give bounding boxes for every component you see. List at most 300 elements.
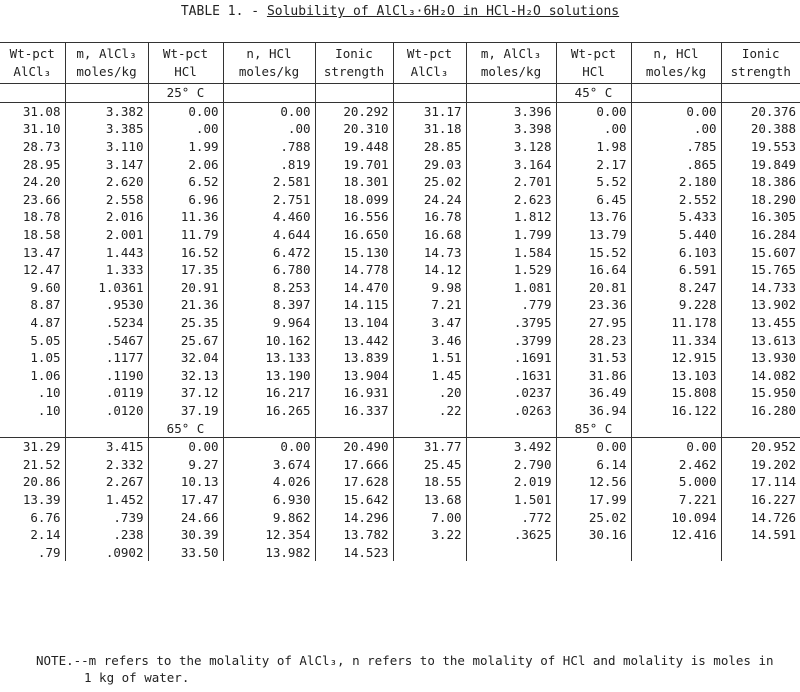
table-row: [0, 402, 800, 420]
table-cell: 0.00: [631, 102, 721, 120]
solubility-table: [0, 42, 800, 561]
table-cell: 25.02: [556, 508, 631, 526]
table-cell: 1.45: [393, 367, 466, 385]
column-header-line: AlCl₃: [410, 64, 449, 79]
table-cell: 11.79: [148, 226, 223, 244]
table-cell: 0.00: [148, 102, 223, 120]
table-cell: .10: [0, 384, 65, 402]
table-title: [0, 4, 800, 19]
table-cell: 2.180: [631, 173, 721, 191]
table-cell: 25.35: [148, 314, 223, 332]
table-cell: 29.03: [393, 155, 466, 173]
table-cell: 14.115: [315, 296, 393, 314]
table-cell: 13.455: [750, 315, 796, 331]
table-cell: 1.06: [0, 367, 65, 385]
table-cell: 13.104: [315, 314, 393, 332]
table-cell: .238: [65, 526, 148, 544]
table-row: [0, 384, 800, 402]
table-cell: 13.39: [0, 491, 65, 509]
table-cell: 31.17: [393, 102, 466, 120]
table-cell: 4.87: [0, 314, 65, 332]
table-cell: 1.584: [466, 243, 556, 261]
table-cell: 16.650: [315, 226, 393, 244]
table-cell: .00: [223, 120, 315, 138]
table-cell: 19.448: [315, 138, 393, 156]
table-cell: 2.001: [65, 226, 148, 244]
table-cell: 31.18: [393, 120, 466, 138]
header-row: [0, 43, 800, 84]
table-cell: 17.114: [750, 474, 796, 490]
table-cell: 14.73: [393, 243, 466, 261]
table-cell: 16.217: [223, 384, 315, 402]
table-cell: [721, 543, 800, 561]
table-cell: 21.36: [148, 296, 223, 314]
table-cell: 0.00: [148, 437, 223, 455]
blank-cell: [315, 84, 393, 103]
table-cell: 15.765: [750, 262, 796, 278]
table-cell: 18.78: [0, 208, 65, 226]
table-cell: 32.04: [148, 349, 223, 367]
table-cell: 1.98: [556, 138, 631, 156]
table-cell: 1.452: [65, 491, 148, 509]
table-row: [0, 191, 800, 209]
table-cell: 18.386: [750, 174, 796, 190]
blank-cell: [393, 419, 466, 437]
table-cell: 9.27: [148, 455, 223, 473]
table-cell: 0.00: [223, 102, 315, 120]
table-cell: 15.607: [750, 244, 796, 260]
table-cell: 5.000: [631, 473, 721, 491]
table-cell: 14.778: [315, 261, 393, 279]
table-cell: 33.50: [148, 543, 223, 561]
table-row: [0, 491, 800, 509]
table-cell: 28.85: [393, 138, 466, 156]
table-cell: 7.00: [393, 508, 466, 526]
table-cell: .865: [631, 155, 721, 173]
table-cell: 20.388: [750, 121, 796, 137]
table-cell: 30.39: [148, 526, 223, 544]
table-cell: 31.86: [556, 367, 631, 385]
table-cell: 18.301: [315, 173, 393, 191]
table-cell: 16.68: [393, 226, 466, 244]
table-row: [0, 437, 800, 455]
table-row: [0, 473, 800, 491]
blank-cell: [223, 84, 315, 103]
table-cell: 19.701: [315, 155, 393, 173]
table-cell: .0119: [65, 384, 148, 402]
table-cell: .1177: [65, 349, 148, 367]
table-cell: 13.902: [750, 297, 796, 313]
table-cell: 15.642: [315, 491, 393, 509]
column-header-line: moles/kg: [480, 64, 542, 79]
table-cell: 4.460: [223, 208, 315, 226]
table-cell: 16.265: [223, 402, 315, 420]
table-cell: 9.228: [631, 296, 721, 314]
column-header: [65, 43, 148, 84]
table-cell: 2.016: [65, 208, 148, 226]
table-cell: 2.267: [65, 473, 148, 491]
table-cell: .9530: [65, 296, 148, 314]
table-cell: 4.644: [223, 226, 315, 244]
column-header: [631, 43, 721, 84]
table-cell: 6.591: [631, 261, 721, 279]
table-cell: .3795: [466, 314, 556, 332]
column-header: [721, 43, 800, 84]
table-cell: 1.799: [466, 226, 556, 244]
table-row: [0, 349, 800, 367]
table-cell: 28.73: [0, 138, 65, 156]
table-row: [0, 102, 800, 120]
table-cell: .0902: [65, 543, 148, 561]
table-row: [0, 120, 800, 138]
table-caption: Solubility of AlCl₃·6H₂O in HCl-H₂O solutions: [266, 4, 620, 19]
table-cell: 1.529: [466, 261, 556, 279]
table-cell: 10.162: [223, 331, 315, 349]
table-cell: 18.55: [393, 473, 466, 491]
table-cell: 6.14: [556, 455, 631, 473]
column-header-line: Wt-pct: [570, 46, 617, 61]
table-cell: 1.0361: [65, 279, 148, 297]
column-header: [556, 43, 631, 84]
table-cell: 24.66: [148, 508, 223, 526]
table-cell: 16.556: [315, 208, 393, 226]
table-cell: 8.397: [223, 296, 315, 314]
table-cell: 16.122: [631, 402, 721, 420]
note-line-2: 1 kg of water.: [84, 670, 190, 685]
table-cell: 20.81: [556, 279, 631, 297]
table-cell: 1.081: [466, 279, 556, 297]
table-number: TABLE 1. -: [180, 4, 267, 19]
table-cell: 2.701: [466, 173, 556, 191]
table-cell: 12.354: [223, 526, 315, 544]
table-cell: .785: [631, 138, 721, 156]
column-header-line: Wt-pct: [406, 46, 453, 61]
table-cell: 20.292: [315, 102, 393, 120]
table-cell: .739: [65, 508, 148, 526]
table-cell: 2.462: [631, 455, 721, 473]
table-cell: 16.64: [556, 261, 631, 279]
table-cell: 0.00: [556, 437, 631, 455]
table-cell: 13.190: [223, 367, 315, 385]
table-row: [0, 296, 800, 314]
table-cell: 14.470: [315, 279, 393, 297]
table-cell: 31.08: [0, 102, 65, 120]
table-cell: 13.982: [223, 543, 315, 561]
table-cell: 3.492: [466, 437, 556, 455]
table-body: [0, 84, 800, 562]
table-cell: .00: [556, 120, 631, 138]
table-cell: 31.77: [393, 437, 466, 455]
table-cell: .00: [148, 120, 223, 138]
column-header-line: HCl: [582, 64, 605, 79]
table-cell: 13.47: [0, 243, 65, 261]
column-header-line: Wt-pct: [162, 46, 209, 61]
table-cell: 20.376: [750, 103, 796, 119]
table-cell: 13.68: [393, 491, 466, 509]
table-cell: 6.52: [148, 173, 223, 191]
temperature-label: 45° C: [556, 84, 631, 103]
table-note: [36, 652, 796, 686]
table-cell: 17.99: [556, 491, 631, 509]
table-cell: 28.95: [0, 155, 65, 173]
table-cell: 2.552: [631, 191, 721, 209]
table-row: [0, 261, 800, 279]
table-cell: 25.45: [393, 455, 466, 473]
table-cell: 3.385: [65, 120, 148, 138]
table-cell: 6.780: [223, 261, 315, 279]
column-header-line: Wt-pct: [9, 46, 55, 61]
table-cell: .00: [631, 120, 721, 138]
table-cell: 12.915: [631, 349, 721, 367]
table-cell: 16.284: [750, 227, 796, 243]
table-cell: 27.95: [556, 314, 631, 332]
temperature-label: 85° C: [556, 419, 631, 437]
table-cell: 19.553: [750, 139, 796, 155]
table-cell: 11.178: [631, 314, 721, 332]
table-cell: 5.05: [0, 331, 65, 349]
table-row: [0, 155, 800, 173]
table-cell: 36.94: [556, 402, 631, 420]
table-cell: 15.52: [556, 243, 631, 261]
table-cell: .0237: [466, 384, 556, 402]
column-header: [466, 43, 556, 84]
blank-cell: [223, 419, 315, 437]
table-cell: 13.133: [223, 349, 315, 367]
blank-cell: [466, 84, 556, 103]
table-cell: 10.13: [148, 473, 223, 491]
table-cell: .0120: [65, 402, 148, 420]
blank-cell: [721, 419, 800, 437]
table-cell: .1190: [65, 367, 148, 385]
column-header-line: strength: [730, 64, 791, 79]
table-cell: .22: [393, 402, 466, 420]
table-cell: 2.623: [466, 191, 556, 209]
column-header-line: HCl: [174, 64, 197, 79]
table-cell: .3799: [466, 331, 556, 349]
table-cell: .1691: [466, 349, 556, 367]
table-cell: 16.280: [750, 402, 796, 418]
table-cell: 2.332: [65, 455, 148, 473]
blank-cell: [65, 419, 148, 437]
table-cell: 16.52: [148, 243, 223, 261]
table-cell: 2.558: [65, 191, 148, 209]
table-cell: 37.19: [148, 402, 223, 420]
table-cell: 23.36: [556, 296, 631, 314]
table-cell: 11.36: [148, 208, 223, 226]
table-cell: 2.019: [466, 473, 556, 491]
table-cell: 6.103: [631, 243, 721, 261]
blank-cell: [0, 84, 65, 103]
table-cell: 13.103: [631, 367, 721, 385]
table-cell: 2.790: [466, 455, 556, 473]
table-cell: 17.35: [148, 261, 223, 279]
column-header-line: n, HCl: [653, 46, 699, 61]
table-cell: 6.45: [556, 191, 631, 209]
temperature-row: [0, 419, 800, 437]
temperature-row: [0, 84, 800, 103]
table-row: [0, 226, 800, 244]
table-cell: 6.96: [148, 191, 223, 209]
table-cell: 16.305: [750, 209, 796, 225]
temperature-label: 65° C: [148, 419, 223, 437]
table-cell: .1631: [466, 367, 556, 385]
blank-cell: [393, 84, 466, 103]
table-cell: 16.337: [315, 402, 393, 420]
table-cell: 7.221: [631, 491, 721, 509]
table-cell: 1.99: [148, 138, 223, 156]
table-cell: 3.415: [65, 437, 148, 455]
table-cell: 3.128: [466, 138, 556, 156]
table-cell: 36.49: [556, 384, 631, 402]
table-row: [0, 279, 800, 297]
table-cell: 13.76: [556, 208, 631, 226]
table-cell: 24.20: [0, 173, 65, 191]
table-cell: 3.674: [223, 455, 315, 473]
table-row: [0, 367, 800, 385]
table-cell: .10: [0, 402, 65, 420]
table-cell: 3.47: [393, 314, 466, 332]
column-header: [315, 43, 393, 84]
column-header-line: strength: [323, 64, 385, 79]
table-row: [0, 455, 800, 473]
column-header-line: m, AlCl₃: [76, 46, 137, 61]
table-row: [0, 243, 800, 261]
table-cell: 16.227: [750, 491, 796, 507]
table-cell: 37.12: [148, 384, 223, 402]
table-cell: 24.24: [393, 191, 466, 209]
blank-cell: [65, 84, 148, 103]
table-cell: 3.382: [65, 102, 148, 120]
table-cell: 13.904: [315, 367, 393, 385]
table-cell: 1.05: [0, 349, 65, 367]
column-header-line: moles/kg: [645, 64, 707, 79]
column-header: [148, 43, 223, 84]
table-cell: 0.00: [556, 102, 631, 120]
table-cell: 12.47: [0, 261, 65, 279]
table-cell: [631, 543, 721, 561]
table-cell: 19.849: [750, 156, 796, 172]
table-cell: [466, 543, 556, 561]
table-cell: 12.416: [631, 526, 721, 544]
table-cell: [393, 543, 466, 561]
table-cell: .819: [223, 155, 315, 173]
table-cell: 23.66: [0, 191, 65, 209]
table-cell: 30.16: [556, 526, 631, 544]
table-cell: 1.812: [466, 208, 556, 226]
table-cell: 14.082: [750, 367, 796, 383]
table-cell: 14.726: [750, 509, 796, 525]
table-cell: 13.79: [556, 226, 631, 244]
blank-cell: [721, 84, 800, 103]
table-cell: 8.87: [0, 296, 65, 314]
table-cell: 14.733: [750, 279, 796, 295]
table-cell: 8.247: [631, 279, 721, 297]
table-cell: 3.46: [393, 331, 466, 349]
table-row: [0, 314, 800, 332]
column-header-line: n, HCl: [246, 46, 292, 61]
table-cell: 20.310: [315, 120, 393, 138]
blank-cell: [631, 419, 721, 437]
table-row: [0, 331, 800, 349]
table-cell: .5467: [65, 331, 148, 349]
table-cell: 28.23: [556, 331, 631, 349]
column-header: [223, 43, 315, 84]
table-cell: 12.56: [556, 473, 631, 491]
table-cell: 3.22: [393, 526, 466, 544]
table-row: [0, 208, 800, 226]
table-cell: .20: [393, 384, 466, 402]
table-cell: 2.17: [556, 155, 631, 173]
table-cell: 32.13: [148, 367, 223, 385]
table-cell: 13.442: [315, 331, 393, 349]
table-cell: 1.333: [65, 261, 148, 279]
table-cell: 1.51: [393, 349, 466, 367]
table-cell: 3.147: [65, 155, 148, 173]
table-cell: 25.02: [393, 173, 466, 191]
table-row: [0, 526, 800, 544]
table-cell: 20.952: [750, 439, 796, 455]
blank-cell: [0, 419, 65, 437]
table-cell: 17.628: [315, 473, 393, 491]
table-cell: 15.808: [631, 384, 721, 402]
table-cell: .772: [466, 508, 556, 526]
table-cell: 15.950: [750, 385, 796, 401]
table-cell: 9.862: [223, 508, 315, 526]
table-row: [0, 508, 800, 526]
table-row: [0, 138, 800, 156]
table-cell: 21.52: [0, 455, 65, 473]
table-cell: 11.334: [631, 331, 721, 349]
table-cell: 1.443: [65, 243, 148, 261]
column-header: [0, 43, 65, 84]
table-cell: 18.099: [315, 191, 393, 209]
temperature-label: 25° C: [148, 84, 223, 103]
table-cell: .3625: [466, 526, 556, 544]
table-cell: 3.398: [466, 120, 556, 138]
column-header-line: AlCl₃: [13, 64, 52, 79]
column-header-line: moles/kg: [76, 64, 137, 79]
table-cell: 31.10: [0, 120, 65, 138]
table-cell: [556, 543, 631, 561]
table-cell: 18.58: [0, 226, 65, 244]
table-cell: 2.14: [0, 526, 65, 544]
note-line-1: NOTE.--m refers to the molality of AlCl₃, n refers to the molality of HCl and molality is moles in: [36, 653, 774, 668]
table-cell: 3.164: [466, 155, 556, 173]
table-cell: 16.78: [393, 208, 466, 226]
table-cell: 14.12: [393, 261, 466, 279]
table-cell: 14.296: [315, 508, 393, 526]
table-cell: 3.110: [65, 138, 148, 156]
table-cell: 5.440: [631, 226, 721, 244]
table-cell: 7.21: [393, 296, 466, 314]
table-cell: .5234: [65, 314, 148, 332]
table-cell: 9.98: [393, 279, 466, 297]
table-cell: 17.666: [315, 455, 393, 473]
table-cell: 3.396: [466, 102, 556, 120]
table-cell: 17.47: [148, 491, 223, 509]
table-cell: 31.53: [556, 349, 631, 367]
table-cell: 19.202: [750, 456, 796, 472]
table-cell: 6.76: [0, 508, 65, 526]
table-cell: 13.782: [315, 526, 393, 544]
blank-cell: [631, 84, 721, 103]
table-cell: 13.930: [750, 350, 796, 366]
table-cell: 6.930: [223, 491, 315, 509]
blank-cell: [315, 419, 393, 437]
table-cell: .779: [466, 296, 556, 314]
table-cell: 20.86: [0, 473, 65, 491]
column-header-line: Ionic: [335, 46, 373, 61]
